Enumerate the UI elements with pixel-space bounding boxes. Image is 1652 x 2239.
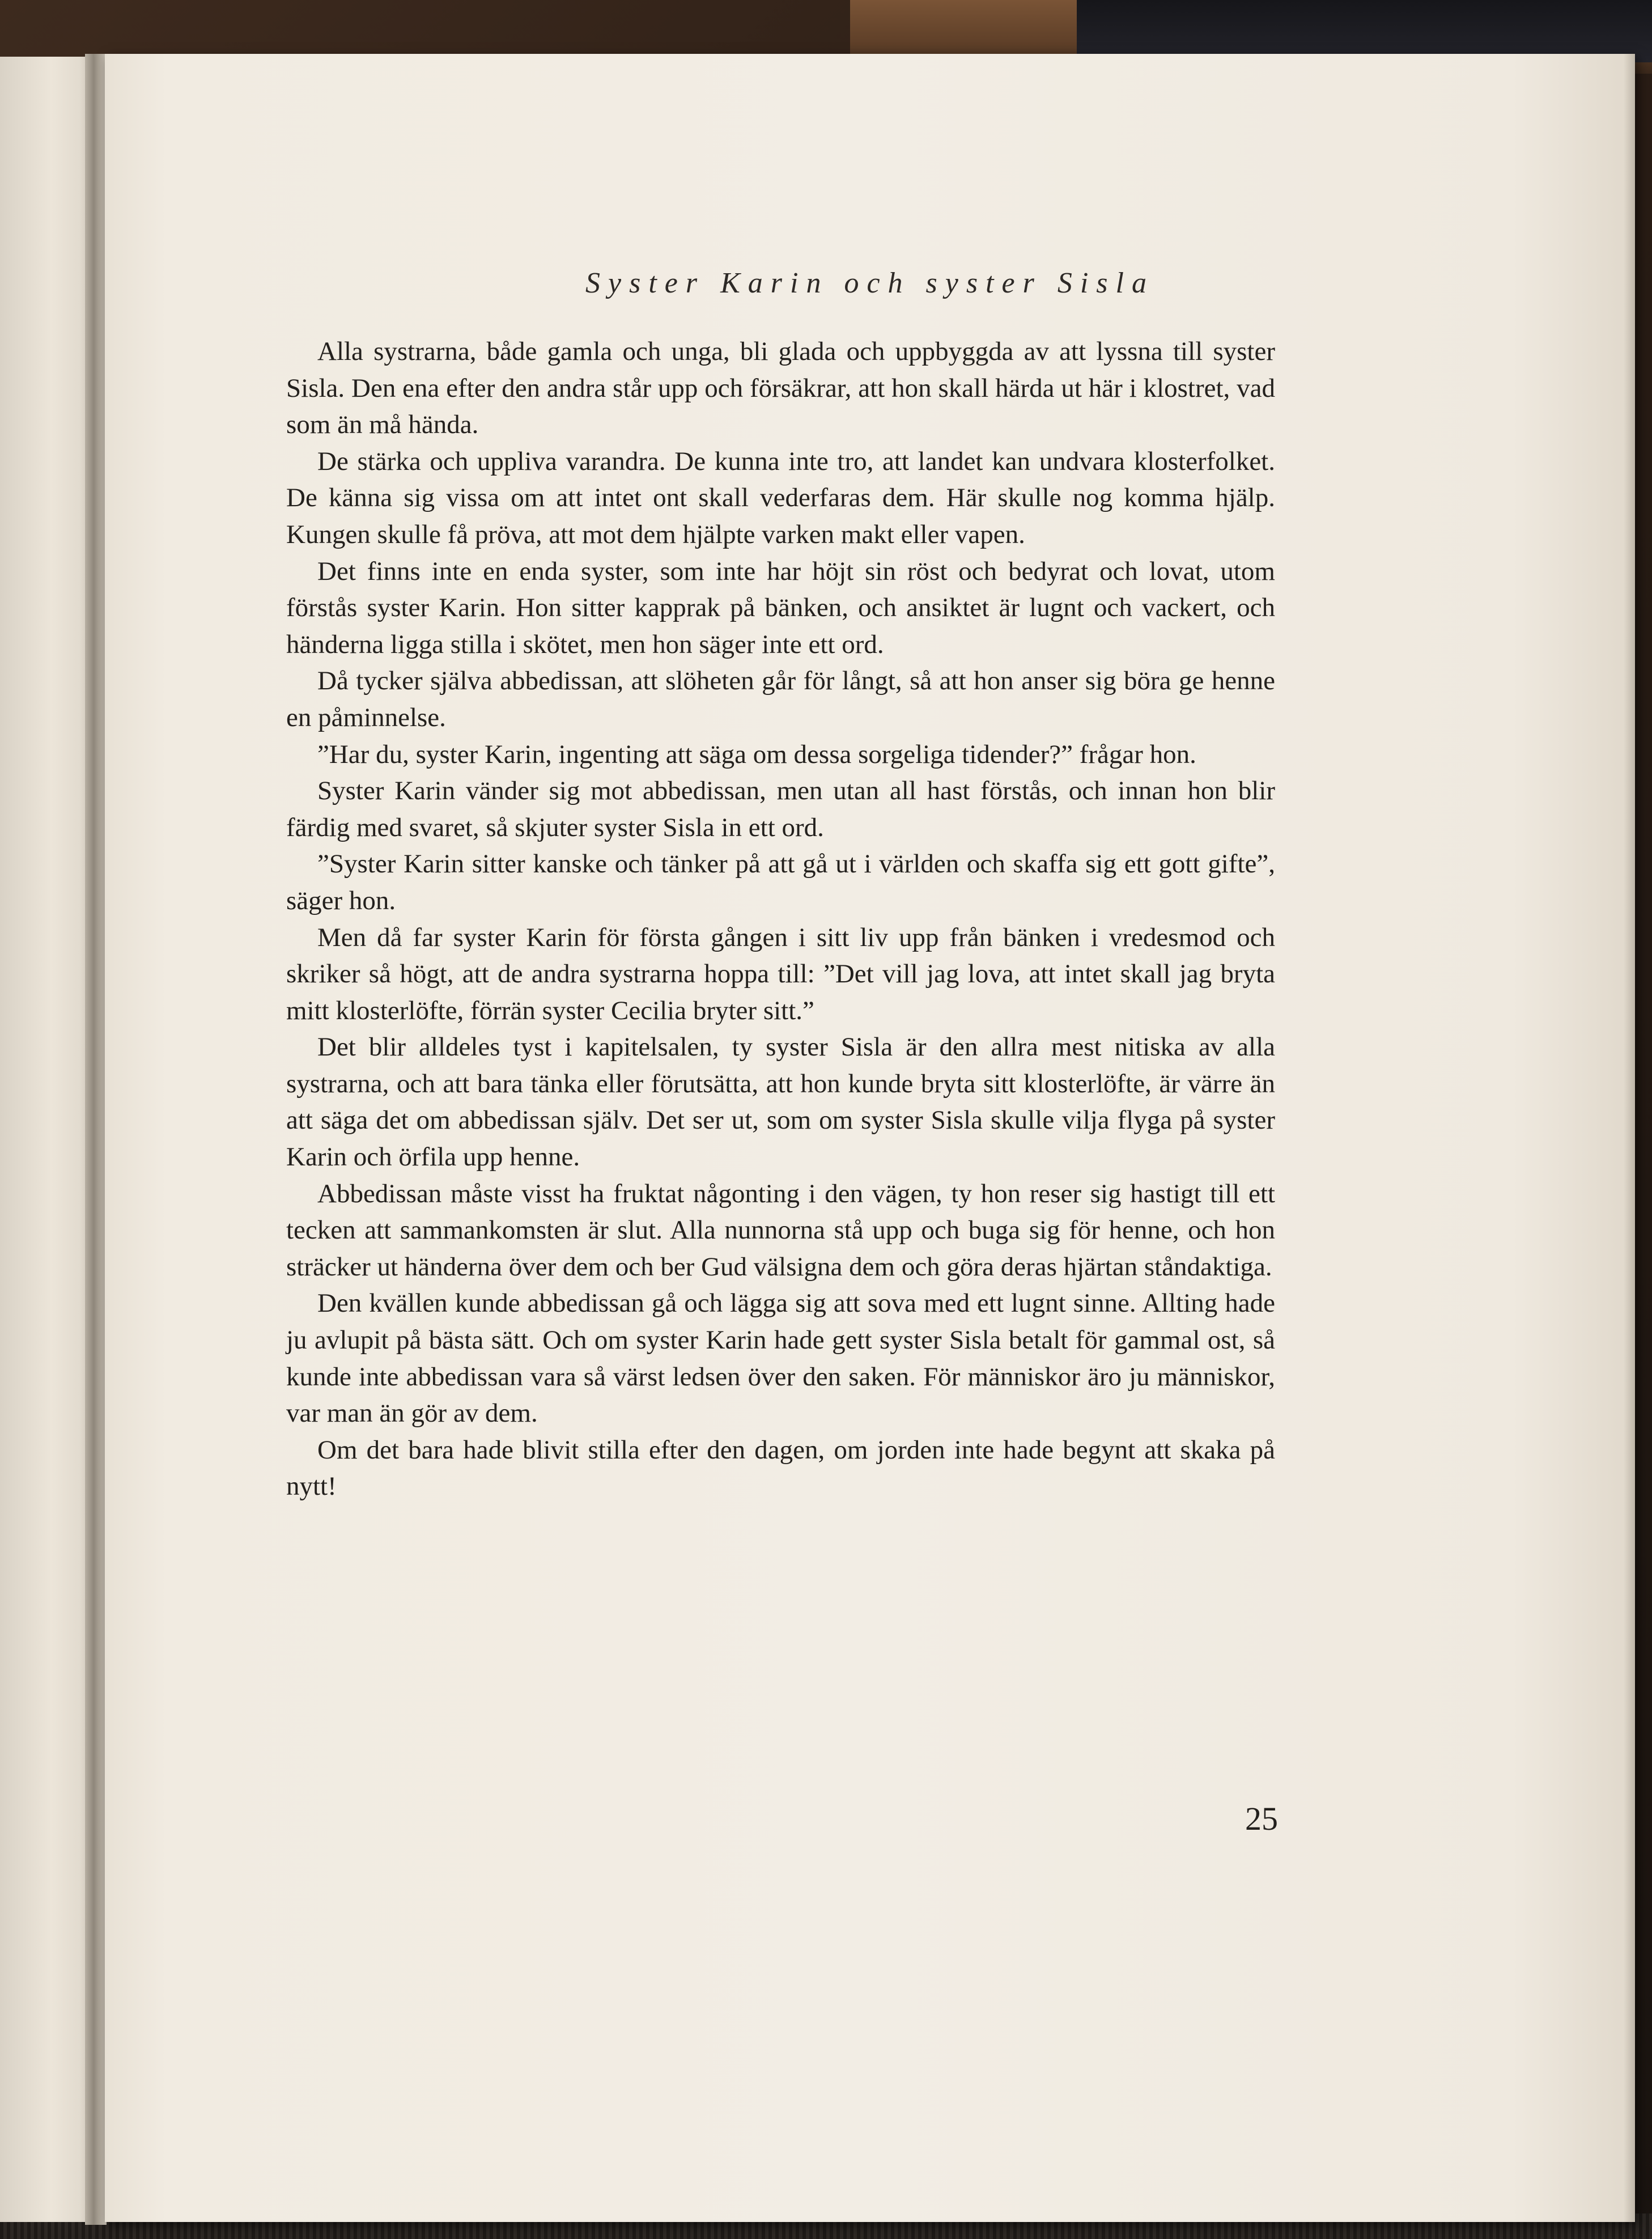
paragraph: Om det bara hade blivit stilla efter den dagen, om jorden inte hade begynt att skaka på nytt!: [286, 1435, 1275, 1502]
paragraph: Den kvällen kunde abbedissan gå och lägga sig att sova med ett lugnt sinne. Allting hade ju avlupit på bästa sätt. Och om syster Karin hade gett syster Sisla betalt för gammal ost, så kunde inte abbedissan vara så värst ledsen över den saken. För människor äro ju människor, var man än gör av dem.: [286, 1288, 1275, 1428]
paragraph: Då tycker själva abbedissan, att slöheten går för långt, så att hon anser sig böra ge henne en påminnelse.: [286, 666, 1275, 732]
body-text: [286, 333, 1275, 1505]
dark-binder-corner: [1077, 0, 1652, 62]
running-head: Syster Karin och syster Sisla: [585, 267, 1154, 299]
paragraph: Abbedissan måste visst ha fruktat någonting i den vägen, ty hon reser sig hastigt till ett tecken att sammankomsten är slut. Alla nunnorna stå upp och buga sig för henne, och hon sträcker ut händerna över dem och ber Gud välsigna dem och göra deras hjärtan ståndaktiga.: [286, 1178, 1275, 1282]
paragraph: ”Har du, syster Karin, ingenting att säga om dessa sorgeliga tidender?” frågar hon.: [317, 739, 1196, 769]
page-number: 25: [1245, 1800, 1278, 1837]
paragraph: Alla systrarna, både gamla och unga, bli glada och uppbyggda av att lyssna till syster Sisla. Den ena efter den andra står upp och försäkrar, att hon skall härda ut här i klostret, vad som än må hända.: [286, 337, 1275, 440]
paragraph: Det finns inte en enda syster, som inte har höjt sin röst och bedyrat och lovat, utom förstås syster Karin. Hon sitter kapprak på bänken, och ansiktet är lugnt och vackert, och händerna ligga stilla i skötet, men hon säger inte ett ord.: [286, 556, 1275, 659]
paragraph: ”Syster Karin sitter kanske och tänker på att gå ut i världen och skaffa sig ett gott gifte”, säger hon.: [286, 849, 1275, 915]
paragraph: Men då far syster Karin för första gången i sitt liv upp från bänken i vredesmod och skriker så högt, att de andra systrarna hoppa till: ”Det vill jag lova, att intet skall jag bryta mitt klosterlöfte, förrän syster Cecilia bryter sitt.”: [286, 922, 1275, 1025]
paragraph: De stärka och uppliva varandra. De kunna inte tro, att landet kan undvara klosterfolket. De känna sig vissa om att intet ont skall vederfaras dem. Här skulle nog komma hjälp. Kungen skulle få pröva, att mot dem hjälpte varken makt eller vapen.: [286, 446, 1275, 549]
paragraph: Syster Karin vänder sig mot abbedissan, men utan all hast förstås, och innan hon blir färdig med svaret, så skjuter syster Sisla in ett ord.: [286, 776, 1275, 842]
paragraph: Det blir alldeles tyst i kapitelsalen, ty syster Sisla är den allra mest nitiska av alla systrarna, och att bara tänka eller förutsätta, att hon kunde bryta sitt klosterlöfte, är värre än att säga det om abbedissan själv. Det ser ut, som om syster Sisla skulle vilja flyga på syster Karin och örfila upp henne.: [286, 1032, 1275, 1172]
page-edge-shadow: [1624, 54, 1635, 2222]
left-page-edge: [0, 57, 94, 2222]
book-gutter: [85, 54, 107, 2225]
